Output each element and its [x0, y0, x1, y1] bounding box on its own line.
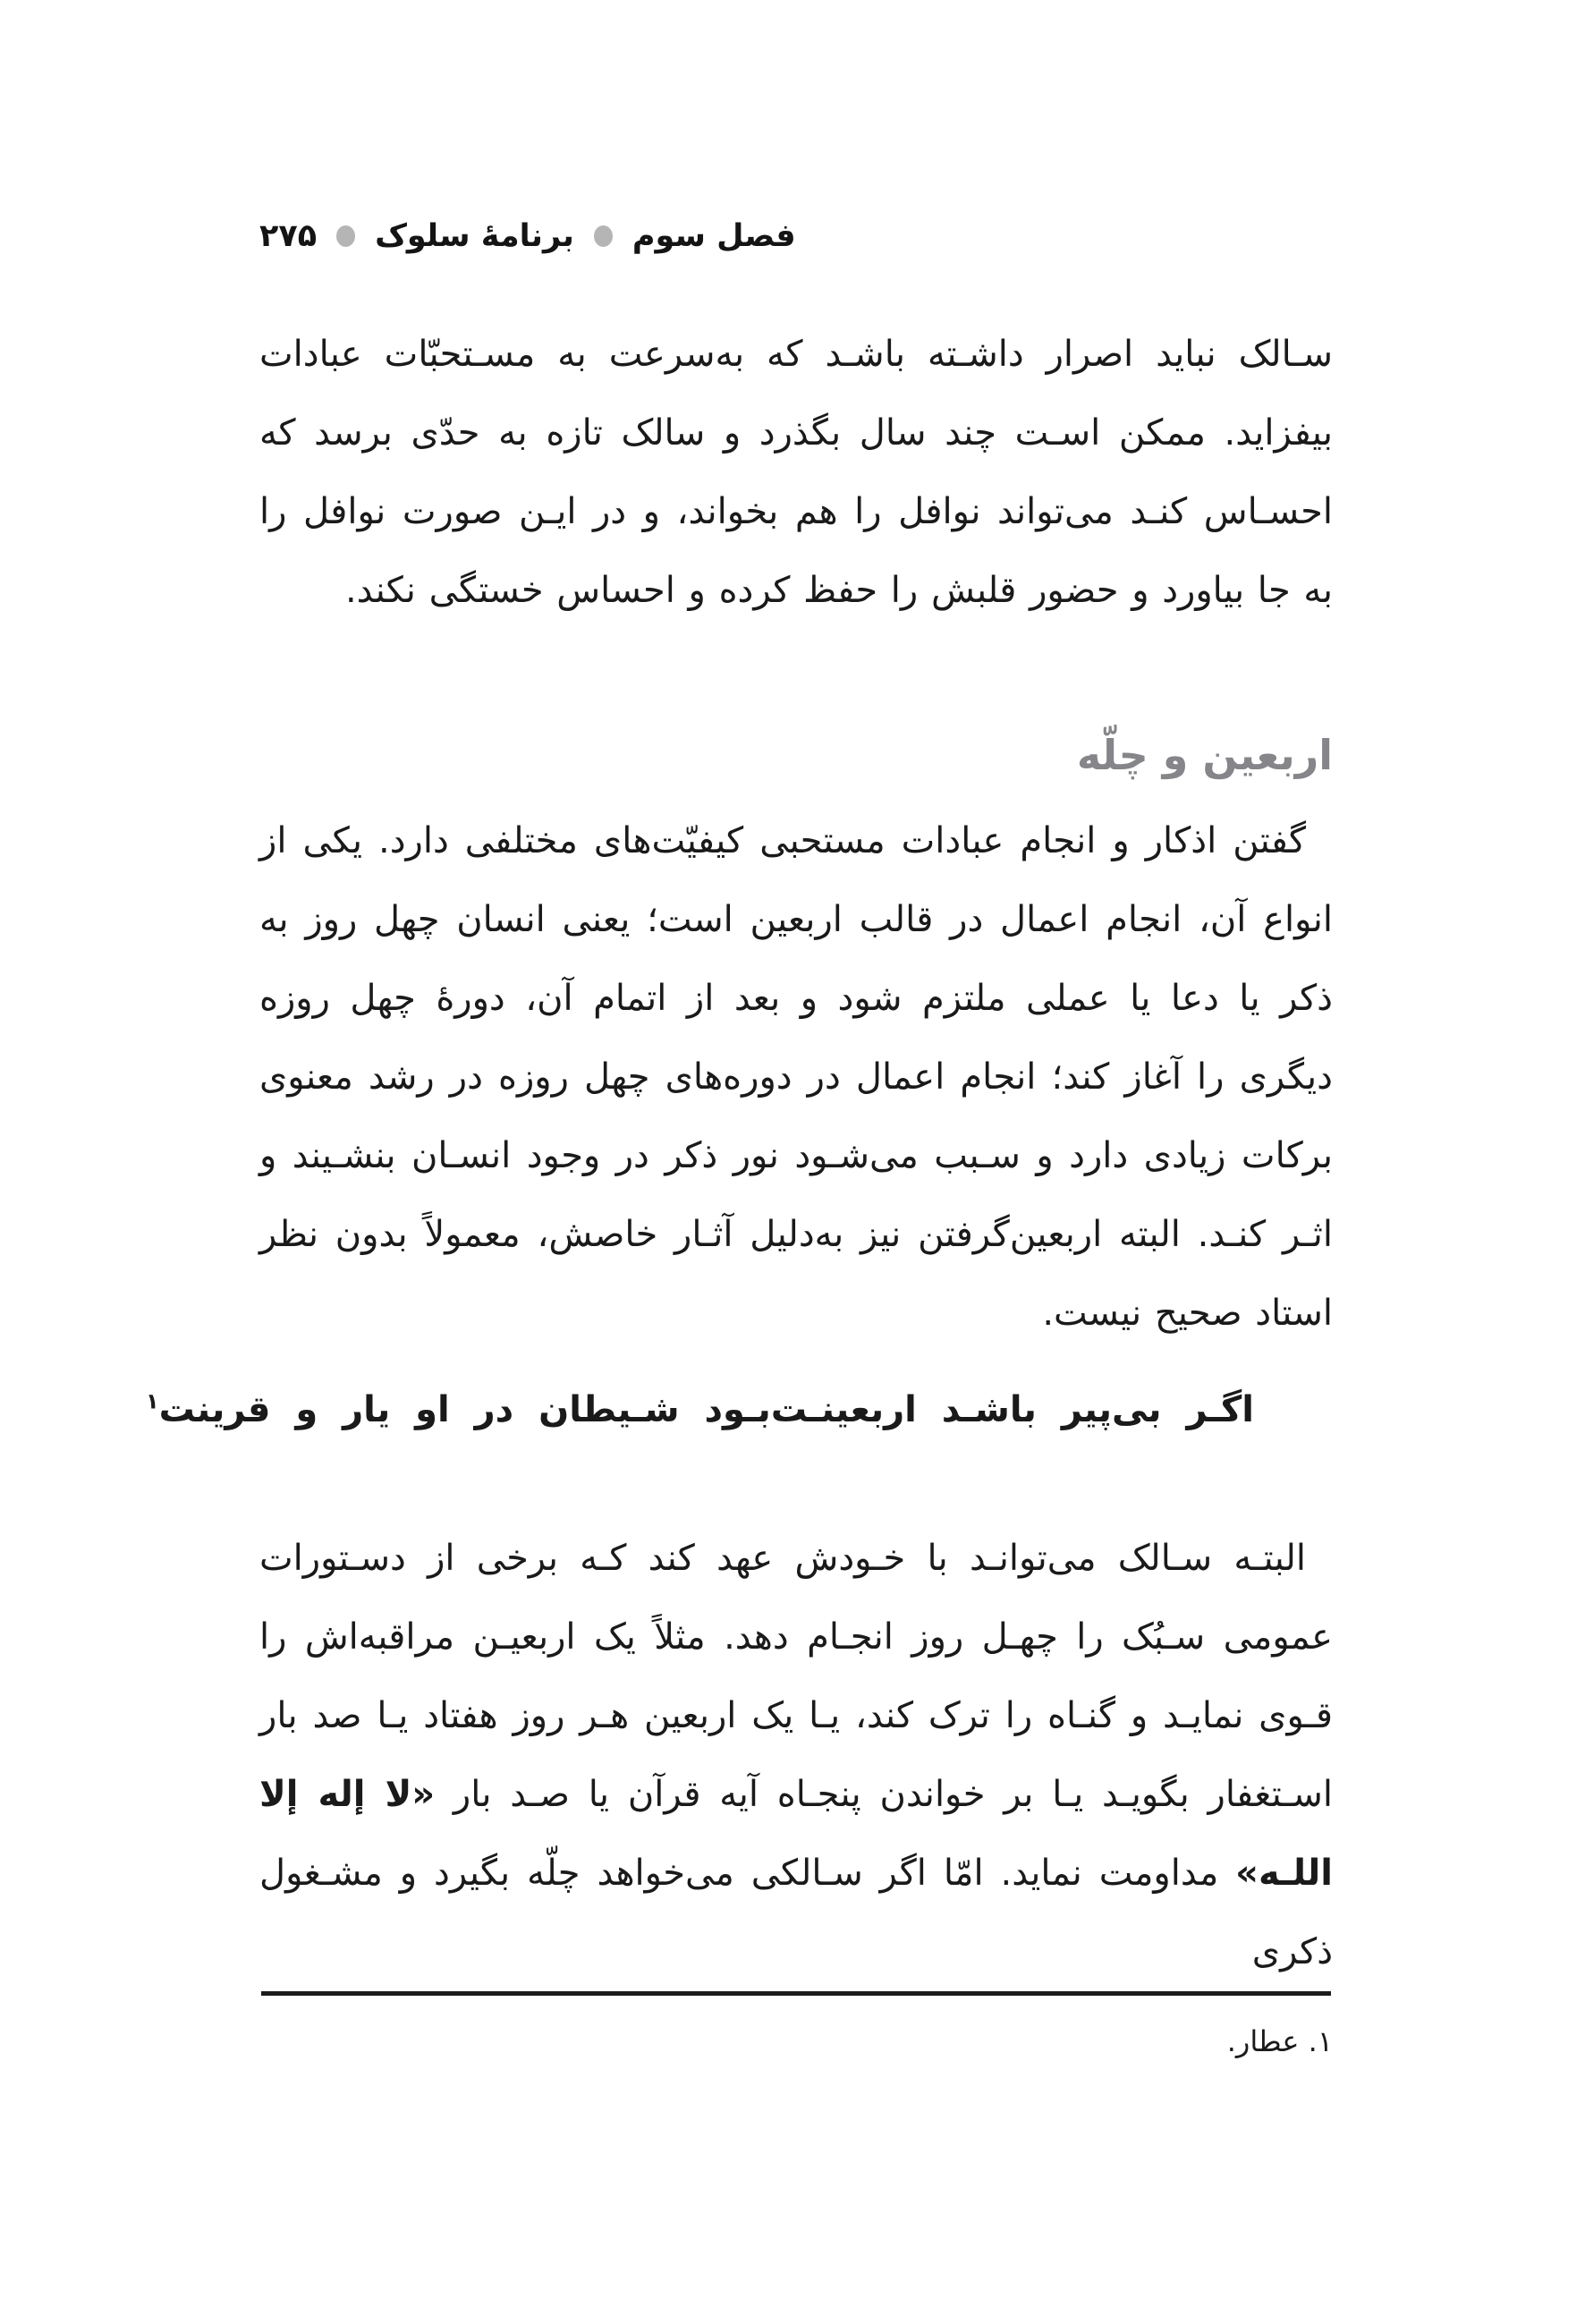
- running-head: [259, 218, 796, 254]
- footnote-marker: ۱: [146, 1388, 159, 1414]
- page-number: ۲۷۵: [259, 218, 318, 254]
- chapter-title: فصل سوم: [631, 218, 796, 254]
- section-heading: اربعین و چلّه: [1076, 731, 1333, 779]
- dhikr-phrase-bold: «لا إله إلا اللـه»: [259, 1774, 1333, 1894]
- book-section-title: برنامۀ سلوک: [375, 218, 574, 254]
- paragraph-2: گفتن اذکار و انجام عبادات مستحبی کیفیّت‌های مختلفی دارد. یکی از انواع آن، انجام اعمال در قالب اربعین است؛ یعنی انسان چهل روز به ذکر یا دعا یا عملی ملتزم شود و بعد از اتمام آن، دورۀ چهل روزه دیگری را آغاز کند؛ انجام اعمال در دوره‌های چهل روزه در رشد معنوی برکات زیادی دارد و سـبب می‌شـود نور ذکر در وجود انسـان بنشـیند و اثـر کنـد. البته اربعین‌گرفتن نیز به‌دلیل آثـار خاصش، معمولاً بدون نظر استاد صحیح نیست.: [259, 820, 1333, 1334]
- paragraph-1: سـالک نباید اصرار داشـته باشـد که به‌سرعت به مسـتحبّات عبادات بیفزاید. ممکن اسـت چند سال بگذرد و سالک تازه به حدّی برسد که احسـاس کنـد می‌تواند نوافل را هم بخواند، و در ایـن صورت نوافل را به جا بیاورد و حضور قلبش را حفظ کرده و احساس خستگی نکند.: [259, 334, 1333, 611]
- paragraph-3-text-before: البتـه سـالک می‌توانـد با خـودش عهد کند کـه برخی از دسـتورات عمومی سـبُک را چهـل روز انجـام دهد. مثلاً یک اربعیـن مراقبه‌اش را قـوی نمایـد و گنـاه را ترک کند، یـا یک اربعین هـر روز هفتاد یـا صد بار اسـتغفار بگویـد یـا بر خواندن پنجـاه آیه قرآن یا صـد بار: [259, 1538, 1333, 1815]
- hemistich-second: [146, 1370, 771, 1449]
- separator-dot-icon: [336, 225, 355, 247]
- paragraph-3-text-after: مداومت نماید. امّا اگر سـالکی می‌خواهد چلّه بگیرد و مشـغول ذکری: [259, 1853, 1333, 1972]
- poem-couplet: [146, 1370, 1333, 1449]
- hemistich-first: اگـر بی‌پیر باشـد اربعینـت: [770, 1389, 1254, 1430]
- footnote-text: ۱. عطار.: [1226, 2024, 1333, 2058]
- separator-dot-icon: [594, 225, 613, 247]
- footnote-rule: [261, 1991, 1331, 1996]
- paragraph-3: [259, 1519, 1333, 1991]
- hemistich-second-text: بـود شـیطان در او یار و قرینت: [158, 1389, 771, 1430]
